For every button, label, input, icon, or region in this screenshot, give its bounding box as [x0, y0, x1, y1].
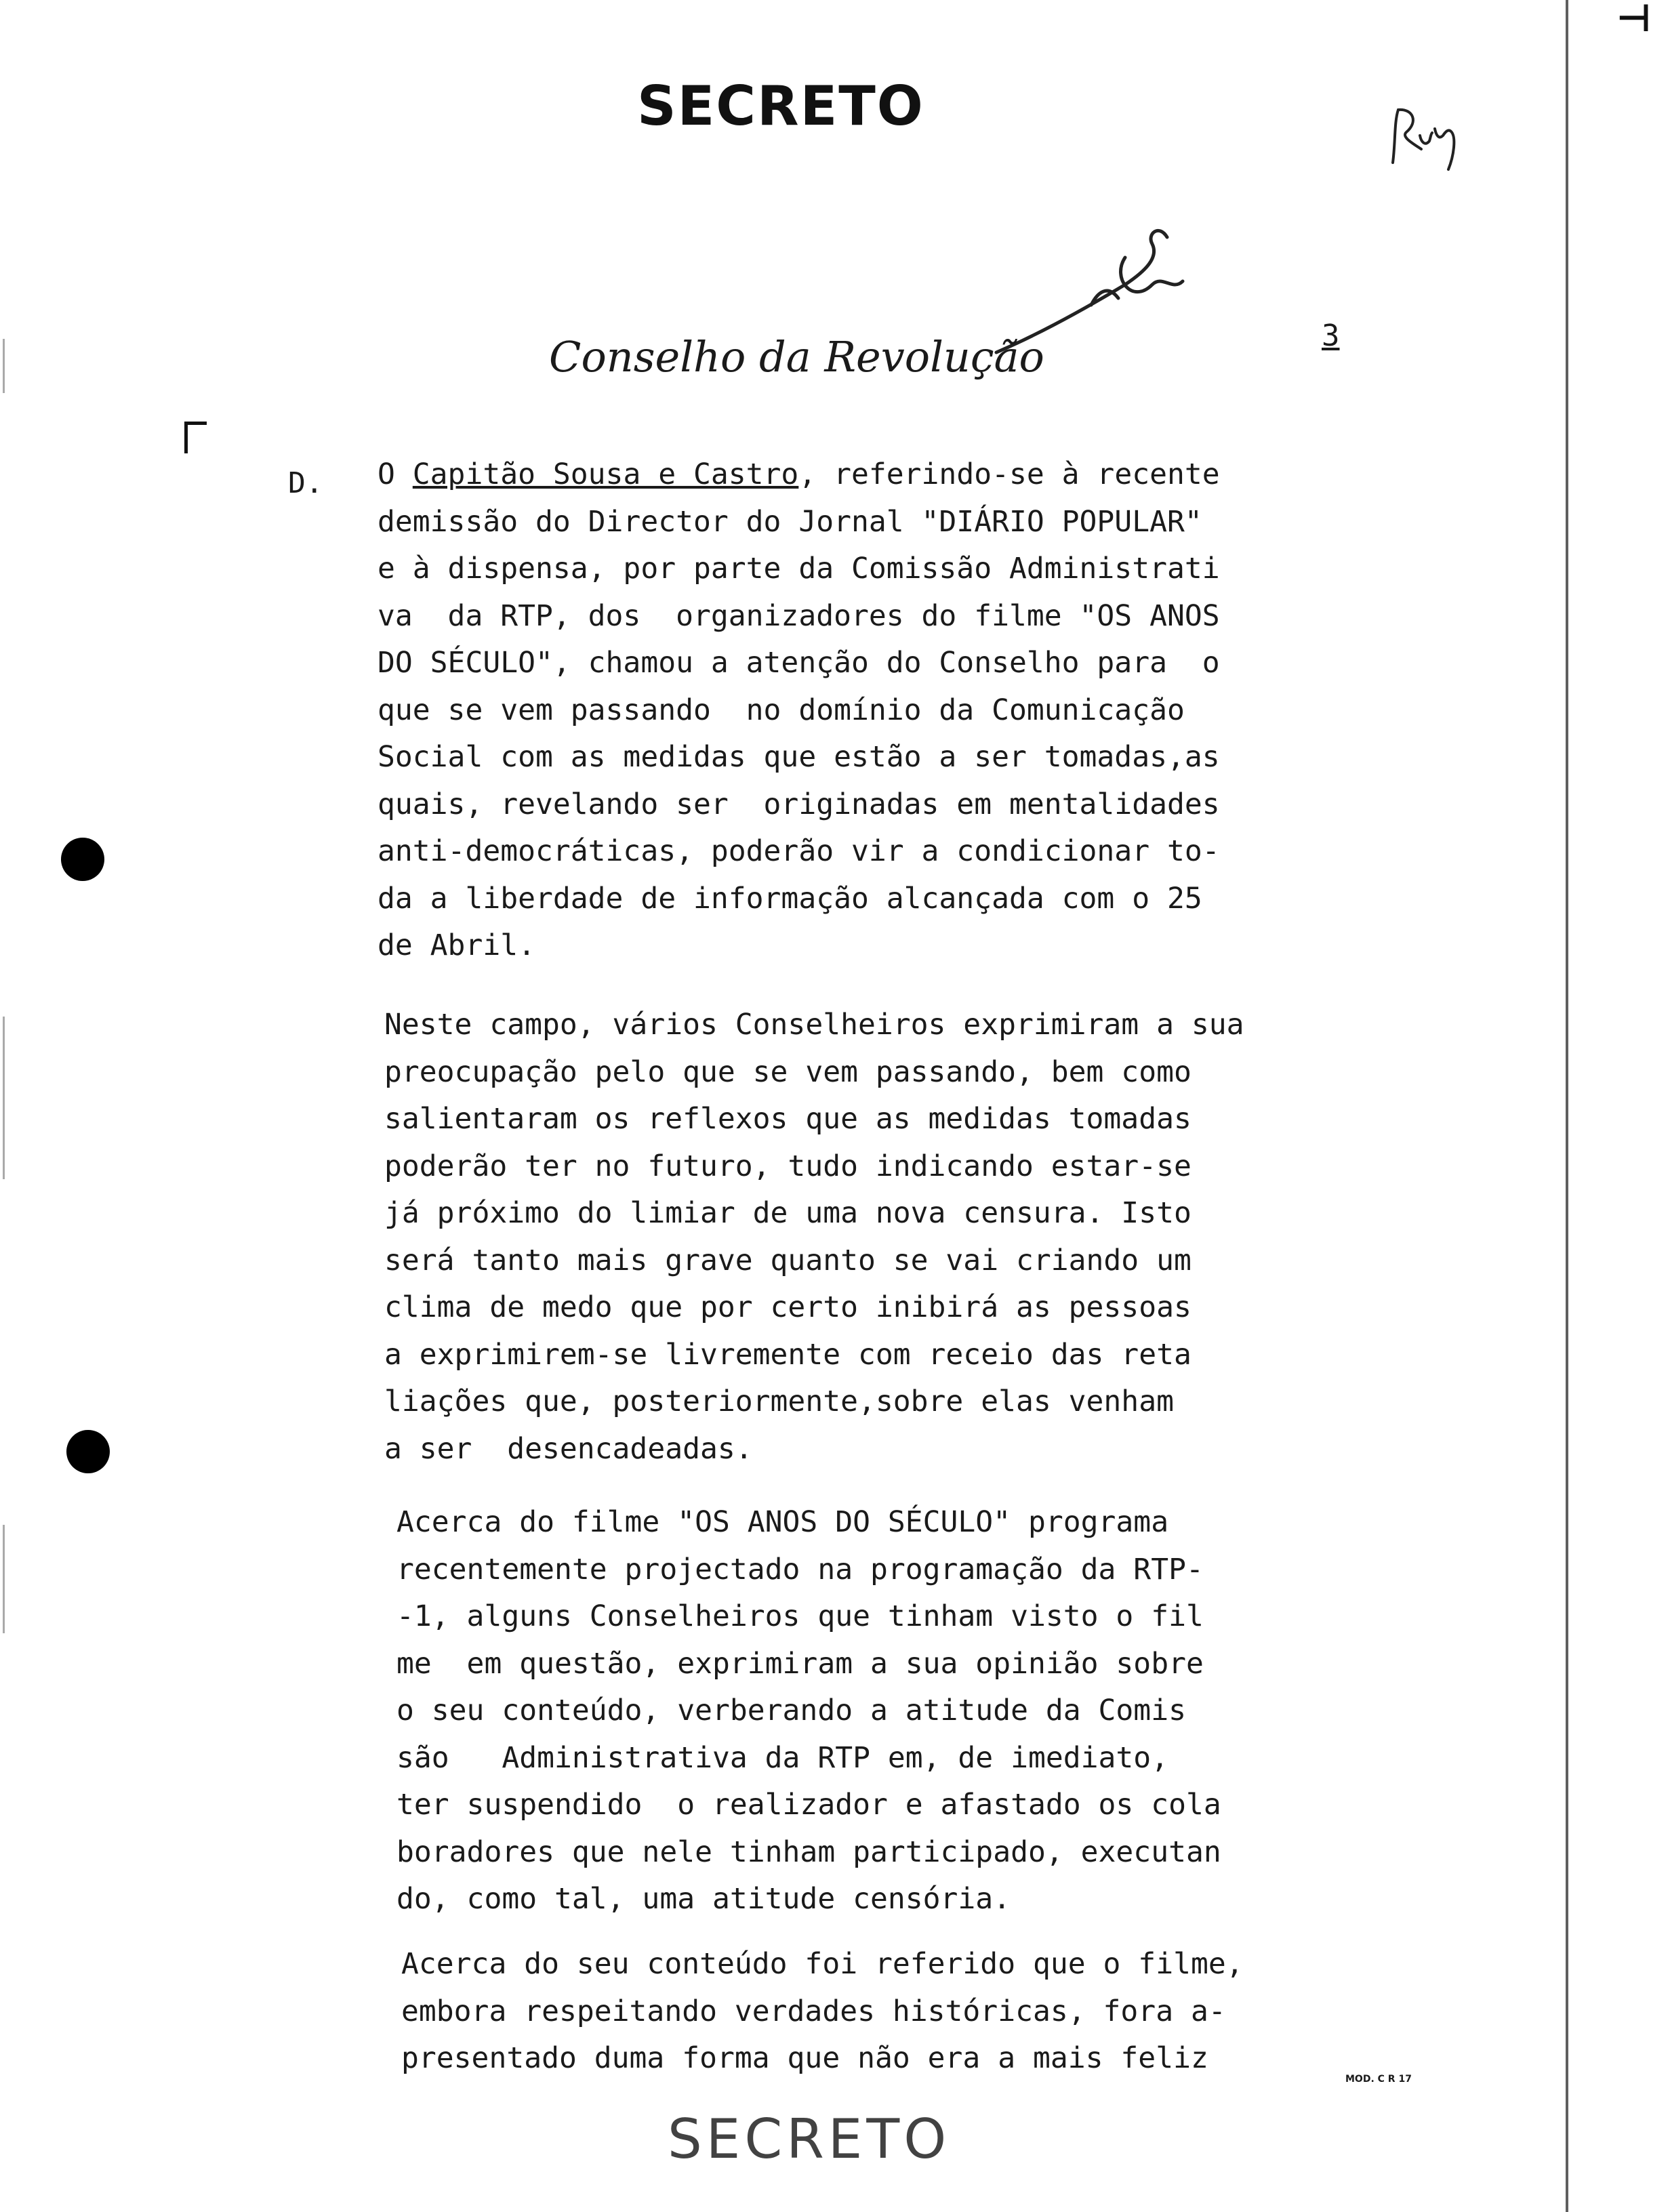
- paragraph-3-line: o seu conteúdo, verberando a atitude da Comis: [396, 1694, 1186, 1727]
- scan-speckle: [3, 1017, 5, 1179]
- paragraph-1-line: e à dispensa, por parte da Comissão Administrati: [378, 552, 1220, 586]
- paragraph-2-line: liações que, posteriormente,sobre elas venham: [384, 1385, 1174, 1418]
- classification-stamp-bottom: SECRETO: [668, 2108, 951, 2171]
- paragraph-2-line: já próximo do limiar de uma nova censura. Isto: [384, 1196, 1192, 1230]
- paragraph-2-line: salientaram os reflexos que as medidas tomadas: [384, 1102, 1192, 1136]
- paragraph-2-line: clima de medo que por certo inibirá as pessoas: [384, 1290, 1192, 1324]
- hole-punch-top: [61, 838, 104, 881]
- paragraph-3: [396, 1499, 1221, 1923]
- corner-bracket-mark: [184, 422, 207, 453]
- paragraph-4-line: presentado duma forma que não era a mais feliz: [401, 2041, 1208, 2075]
- paragraph-3-line: me em questão, exprimiram a sua opinião sobre: [396, 1646, 1204, 1681]
- paragraph-1-line: quais, revelando ser originadas em mentalidades: [378, 787, 1220, 821]
- paragraph-1-line: , referindo-se à recente: [798, 457, 1220, 491]
- paragraph-1: [378, 451, 1220, 970]
- paragraph-2-line: poderão ter no futuro, tudo indicando estar-se: [384, 1149, 1192, 1183]
- paragraph-2-line: a exprimirem-se livremente com receio das reta: [384, 1337, 1192, 1372]
- paragraph-3-line: ter suspendido o realizador e afastado os cola: [396, 1788, 1221, 1822]
- section-label: D.: [288, 466, 323, 500]
- paragraph-1-line: anti-democráticas, poderão vir a condicionar to-: [378, 834, 1220, 868]
- page-edge-mark: ⊣: [1616, 0, 1652, 41]
- classification-stamp-top: SECRETO: [637, 75, 924, 138]
- paragraph-2-line: Neste campo, vários Conselheiros exprimiram a sua: [384, 1008, 1244, 1042]
- paragraph-3-line: do, como tal, uma atitude censória.: [396, 1882, 1011, 1916]
- paragraph-1-line: DO SÉCULO", chamou a atenção do Conselho para o: [378, 646, 1220, 680]
- paragraph-3-line: recentemente projectado na programação da RTP-: [396, 1552, 1204, 1586]
- page-number: 3: [1322, 319, 1340, 353]
- paragraph-3-line: Acerca do filme "OS ANOS DO SÉCULO" programa: [396, 1505, 1169, 1539]
- paragraph-2-line: será tanto mais grave quanto se vai criando um: [384, 1243, 1192, 1277]
- paragraph-3-line: boradores que nele tinham participado, executan: [396, 1835, 1221, 1869]
- paragraph-3-line: são Administrativa da RTP em, de imediato,: [396, 1740, 1169, 1775]
- paragraph-4-line: embora respeitando verdades históricas, fora a-: [401, 1994, 1226, 2028]
- paragraph-4-line: Acerca do seu conteúdo foi referido que o filme,: [401, 1947, 1244, 1981]
- form-code: MOD. C R 17: [1345, 2074, 1412, 2085]
- paragraph-1-line: da a liberdade de informação alcançada com o 25: [378, 881, 1202, 916]
- paragraph-1-line: que se vem passando no domínio da Comunicação: [378, 693, 1185, 727]
- scan-speckle: [3, 1525, 5, 1633]
- hole-punch-bottom: [66, 1430, 110, 1473]
- paragraph-2: [384, 1002, 1244, 1473]
- scan-speckle: [3, 339, 5, 393]
- paragraph-1-lead: O: [378, 457, 413, 491]
- paragraph-1-line: de Abril.: [378, 928, 535, 962]
- handwritten-initials: [1386, 102, 1474, 176]
- paragraph-4: [401, 1941, 1244, 2083]
- paragraph-2-line: preocupação pelo que se vem passando, bem como: [384, 1054, 1192, 1089]
- paragraph-1-line: va da RTP, dos organizadores do filme "OS ANOS: [378, 598, 1220, 633]
- paragraph-3-line: -1, alguns Conselheiros que tinham visto o fil: [396, 1599, 1204, 1633]
- page-edge-line: [1566, 0, 1568, 2212]
- paragraph-2-line: a ser desencadeadas.: [384, 1431, 753, 1466]
- person-name: Capitão Sousa e Castro: [412, 457, 799, 491]
- paragraph-1-line: Social com as medidas que estão a ser tomadas,as: [378, 740, 1220, 774]
- paragraph-1-line: demissão do Director do Jornal "DIÁRIO POPULAR": [378, 504, 1202, 539]
- letterhead-title: Conselho da Revolução: [549, 332, 1044, 382]
